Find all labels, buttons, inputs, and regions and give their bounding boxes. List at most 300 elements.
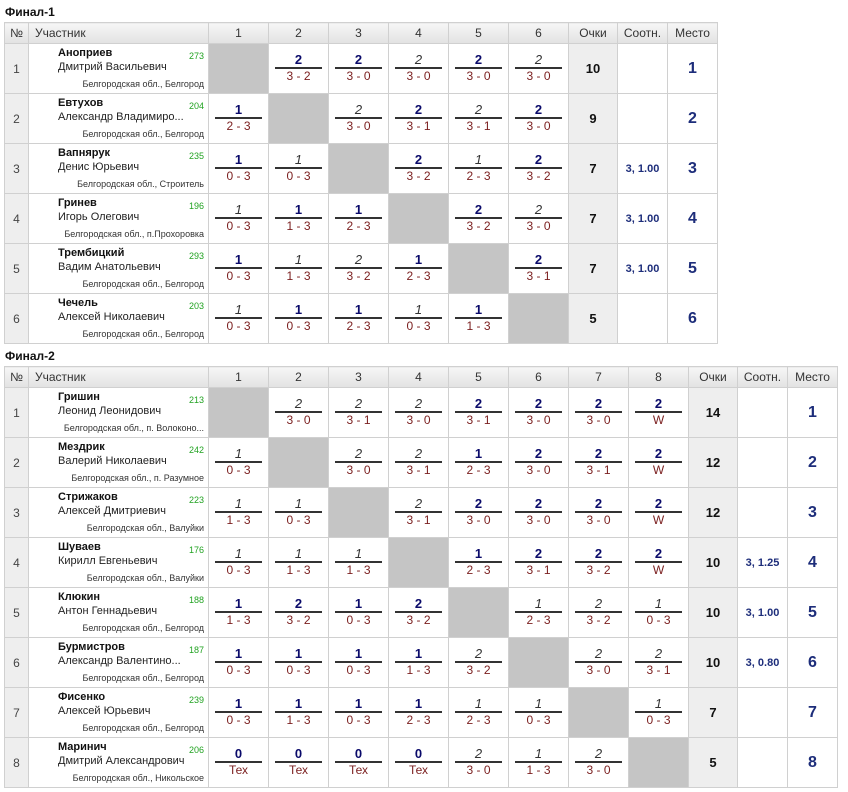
match-result-cell[interactable] [209,688,269,738]
match-score: 2 - 3 [406,713,431,727]
match-score: 3 - 0 [586,763,611,777]
match-score: 0 - 3 [226,269,251,283]
match-points: 1 [234,446,243,461]
match-points: 1 [534,596,543,611]
match-result-cell[interactable] [449,388,509,438]
match-points: 1 [534,696,543,711]
match-points: 2 [654,396,663,411]
match-points: 2 [414,102,423,117]
match-result-cell[interactable] [449,438,509,488]
match-result-cell[interactable] [209,488,269,538]
player-rating: 176 [188,545,204,555]
match-score: 3 - 0 [406,413,431,427]
match-score: 1 - 3 [346,563,371,577]
match-score: 0 - 3 [346,713,371,727]
player-last-name[interactable]: Аноприев [58,47,113,59]
match-points: 2 [534,446,543,461]
column-header-opponent: 5 [449,23,509,44]
player-rating: 187 [188,645,204,655]
self-match-cell [449,588,509,638]
player-rating: 204 [188,101,204,111]
match-points: 1 [534,746,543,761]
match-result-cell[interactable] [329,294,389,344]
column-header-place: Место [668,23,718,44]
match-result-cell[interactable] [569,638,629,688]
table-title-final-1: Финал-1 [5,5,55,19]
player-rating: 293 [188,251,204,261]
match-result-cell[interactable] [509,94,569,144]
match-score: 0 - 3 [226,563,251,577]
table-title-final-2: Финал-2 [5,349,55,363]
player-region: Белгородская обл., п. Разумное [71,473,204,483]
player-first-name: Антон Геннадьевич [58,605,158,617]
match-result-cell[interactable] [509,144,569,194]
match-score: 3 - 0 [586,413,611,427]
match-result-cell[interactable] [629,688,689,738]
match-score: 1 - 3 [466,319,491,333]
match-points: 2 [414,596,423,611]
table-row [5,388,838,438]
match-points: 1 [414,252,423,267]
match-score: 1 - 3 [406,663,431,677]
match-result-cell[interactable] [209,738,269,788]
match-result-cell[interactable] [389,44,449,94]
final-place: 2 [788,438,838,488]
match-points: 2 [594,746,603,761]
match-result-cell[interactable] [209,194,269,244]
match-result-cell[interactable] [389,144,449,194]
match-score: 3 - 1 [346,413,371,427]
match-score: W [652,463,665,477]
match-score: 3 - 0 [346,463,371,477]
column-header-opponent: 6 [509,23,569,44]
table-row [5,144,718,194]
match-points: 2 [474,646,483,661]
match-points: 1 [474,696,483,711]
match-result-cell[interactable] [629,588,689,638]
match-result-cell[interactable] [569,488,629,538]
player-last-name[interactable]: Мездрик [58,441,105,453]
match-result-cell[interactable] [329,638,389,688]
match-points: 1 [474,152,483,167]
column-header-opponent: 3 [329,367,389,388]
match-result-cell[interactable] [209,588,269,638]
match-result-cell[interactable] [329,538,389,588]
match-result-cell[interactable] [509,488,569,538]
header-row [5,367,838,388]
player-rating: 203 [188,301,204,311]
match-result-cell[interactable] [629,638,689,688]
match-result-cell[interactable] [269,538,329,588]
match-points: 2 [534,102,543,117]
match-result-cell[interactable] [329,244,389,294]
match-result-cell[interactable] [329,388,389,438]
header-row [5,23,718,44]
row-number: 6 [5,638,29,688]
match-result-cell[interactable] [269,388,329,438]
tiebreak-ratio: 3, 1.00 [618,244,668,294]
match-result-cell[interactable] [389,738,449,788]
match-score: 3 - 1 [406,463,431,477]
match-score: 0 - 3 [346,663,371,677]
match-result-cell[interactable] [509,588,569,638]
self-match-cell [269,438,329,488]
match-points: 2 [474,52,483,67]
match-score: 3 - 2 [286,69,311,83]
match-result-cell[interactable] [389,588,449,638]
table-row [5,638,838,688]
player-last-name[interactable]: Стрижаков [58,491,118,503]
match-points: 1 [354,546,363,561]
match-result-cell[interactable] [449,144,509,194]
column-header-opponent: 8 [629,367,689,388]
match-result-cell[interactable] [509,438,569,488]
player-cell[interactable] [29,44,209,94]
match-score: 3 - 2 [586,563,611,577]
row-number: 3 [5,488,29,538]
final-place: 6 [668,294,718,344]
total-points: 12 [689,488,738,538]
match-result-cell[interactable] [209,438,269,488]
match-result-cell[interactable] [449,538,509,588]
column-header-opponent: 1 [209,23,269,44]
match-result-cell[interactable] [449,44,509,94]
match-result-cell[interactable] [269,738,329,788]
player-region: Белгородская обл., п.Прохоровка [64,229,204,239]
match-result-cell[interactable] [509,44,569,94]
match-result-cell[interactable] [569,388,629,438]
match-result-cell[interactable] [509,738,569,788]
player-last-name[interactable]: Гринев [58,197,97,209]
match-score: 2 - 3 [466,463,491,477]
self-match-cell [329,144,389,194]
match-result-cell[interactable] [269,294,329,344]
player-cell[interactable] [29,194,209,244]
player-cell[interactable] [29,588,209,638]
match-score: W [652,413,665,427]
player-first-name: Алексей Николаевич [58,311,165,323]
total-points: 7 [569,144,618,194]
match-score: 2 - 3 [226,119,251,133]
self-match-cell [449,244,509,294]
total-points: 14 [689,388,738,438]
match-score: 2 - 3 [466,169,491,183]
match-result-cell[interactable] [269,44,329,94]
match-score: 0 - 3 [346,613,371,627]
player-rating: 242 [188,445,204,455]
row-number: 1 [5,388,29,438]
player-rating: 196 [188,201,204,211]
match-result-cell[interactable] [569,538,629,588]
column-header-ratio: Соотн. [618,23,668,44]
player-last-name[interactable]: Вапнярук [58,147,110,159]
match-points: 1 [354,596,363,611]
match-score: Тех [228,763,249,777]
tiebreak-ratio [618,44,668,94]
match-points: 2 [474,396,483,411]
player-first-name: Дмитрий Александрович [58,755,185,767]
match-score: 3 - 2 [286,613,311,627]
match-points: 2 [534,396,543,411]
match-score: 2 - 3 [466,563,491,577]
self-match-cell [629,738,689,788]
match-score: 1 - 3 [286,713,311,727]
match-result-cell[interactable] [389,94,449,144]
match-points: 1 [234,152,243,167]
player-first-name: Алексей Дмитриевич [58,505,166,517]
player-rating: 239 [188,695,204,705]
tiebreak-ratio [738,738,788,788]
match-result-cell[interactable] [269,194,329,244]
match-points: 1 [474,446,483,461]
match-score: 1 - 3 [286,563,311,577]
match-score: W [652,563,665,577]
match-result-cell[interactable] [329,588,389,638]
match-result-cell[interactable] [389,638,449,688]
table-row [5,438,838,488]
player-cell[interactable] [29,738,209,788]
match-score: 3 - 1 [466,119,491,133]
match-score: 0 - 3 [226,663,251,677]
player-last-name[interactable]: Евтухов [58,97,104,109]
self-match-cell [389,538,449,588]
match-result-cell[interactable] [389,294,449,344]
match-score: 3 - 2 [466,663,491,677]
match-score: 3 - 2 [466,219,491,233]
match-result-cell[interactable] [509,388,569,438]
results-table-final-1 [4,22,718,344]
player-last-name[interactable]: Клюкин [58,591,101,603]
match-result-cell[interactable] [509,538,569,588]
match-result-cell[interactable] [269,244,329,294]
match-points: 1 [354,646,363,661]
match-score: 2 - 3 [346,219,371,233]
player-region: Белгородская обл., Никольское [72,773,204,783]
player-region: Белгородская обл., Валуйки [86,573,204,583]
self-match-cell [389,194,449,244]
player-first-name: Алексей Юрьевич [58,705,151,717]
column-header-points: Очки [689,367,738,388]
match-score: 0 - 3 [286,319,311,333]
player-last-name[interactable]: Маринич [58,741,107,753]
player-cell[interactable] [29,538,209,588]
match-result-cell[interactable] [389,438,449,488]
self-match-cell [329,488,389,538]
match-result-cell[interactable] [449,194,509,244]
match-points: 2 [354,252,363,267]
match-result-cell[interactable] [629,438,689,488]
player-first-name: Вадим Анатольевич [58,261,161,273]
match-points: 1 [234,646,243,661]
player-last-name[interactable]: Гришин [58,391,100,403]
match-result-cell[interactable] [269,688,329,738]
match-points: 2 [594,496,603,511]
column-header-opponent: 7 [569,367,629,388]
total-points: 10 [689,538,738,588]
match-result-cell[interactable] [209,94,269,144]
match-score: 3 - 0 [586,663,611,677]
player-cell[interactable] [29,488,209,538]
match-points: 0 [294,746,303,761]
match-points: 2 [594,446,603,461]
match-result-cell[interactable] [449,688,509,738]
match-result-cell[interactable] [269,488,329,538]
match-score: W [652,513,665,527]
match-score: 0 - 3 [226,219,251,233]
match-result-cell[interactable] [389,488,449,538]
match-result-cell[interactable] [449,638,509,688]
match-result-cell[interactable] [449,94,509,144]
row-number: 5 [5,244,29,294]
player-cell[interactable] [29,638,209,688]
match-result-cell[interactable] [329,688,389,738]
player-first-name: Денис Юрьевич [58,161,140,173]
player-region: Белгородская обл., Белгород [82,79,204,89]
match-score: 1 - 3 [226,513,251,527]
match-score: 3 - 1 [406,513,431,527]
match-score: 0 - 3 [226,319,251,333]
player-first-name: Кирилл Евгеньевич [58,555,158,567]
row-number: 4 [5,538,29,588]
match-score: Тех [348,763,369,777]
match-score: 1 - 3 [286,219,311,233]
match-result-cell[interactable] [569,438,629,488]
table-row [5,44,718,94]
match-result-cell[interactable] [209,294,269,344]
match-result-cell[interactable] [449,488,509,538]
match-result-cell[interactable] [629,538,689,588]
match-score: 1 - 3 [526,763,551,777]
final-place: 1 [668,44,718,94]
player-region: Белгородская обл., п. Волоконо... [63,423,204,433]
match-score: 3 - 0 [526,69,551,83]
player-last-name[interactable]: Бурмистров [58,641,125,653]
final-place: 7 [788,688,838,738]
player-last-name[interactable]: Трембицкий [58,247,125,259]
match-result-cell[interactable] [269,144,329,194]
player-rating: 273 [188,51,204,61]
match-score: 3 - 0 [526,463,551,477]
match-result-cell[interactable] [269,638,329,688]
match-points: 0 [354,746,363,761]
match-score: 3 - 0 [466,513,491,527]
match-score: 3 - 0 [526,413,551,427]
match-score: 0 - 3 [286,513,311,527]
match-points: 1 [414,696,423,711]
player-cell[interactable] [29,94,209,144]
player-rating: 206 [188,745,204,755]
match-result-cell[interactable] [629,388,689,438]
match-score: 3 - 2 [586,613,611,627]
match-result-cell[interactable] [209,144,269,194]
match-points: 2 [654,446,663,461]
self-match-cell [509,638,569,688]
player-cell[interactable] [29,388,209,438]
match-points: 1 [354,302,363,317]
match-points: 2 [414,396,423,411]
match-points: 2 [354,102,363,117]
match-score: 0 - 3 [226,713,251,727]
player-cell[interactable] [29,438,209,488]
tiebreak-ratio: 3, 1.00 [618,144,668,194]
self-match-cell [269,94,329,144]
row-number: 4 [5,194,29,244]
row-number: 6 [5,294,29,344]
match-result-cell[interactable] [329,738,389,788]
table-row [5,588,838,638]
match-points: 2 [534,496,543,511]
match-points: 2 [414,52,423,67]
match-result-cell[interactable] [629,488,689,538]
match-result-cell[interactable] [329,194,389,244]
match-score: 2 - 3 [406,269,431,283]
match-result-cell[interactable] [209,538,269,588]
player-last-name[interactable]: Шуваев [58,541,101,553]
match-points: 1 [234,202,243,217]
match-score: 3 - 0 [586,513,611,527]
player-cell[interactable] [29,688,209,738]
match-result-cell[interactable] [509,688,569,738]
tiebreak-ratio [618,294,668,344]
match-result-cell[interactable] [569,588,629,638]
match-score: 1 - 3 [226,613,251,627]
match-result-cell[interactable] [329,438,389,488]
match-points: 2 [294,52,303,67]
match-result-cell[interactable] [209,244,269,294]
match-points: 2 [594,596,603,611]
player-region: Белгородская обл., Белгород [82,623,204,633]
match-result-cell[interactable] [449,738,509,788]
player-last-name[interactable]: Чечель [58,297,98,309]
match-result-cell[interactable] [509,194,569,244]
match-points: 2 [594,396,603,411]
player-rating: 223 [188,495,204,505]
match-score: 3 - 0 [526,219,551,233]
player-cell[interactable] [29,244,209,294]
match-result-cell[interactable] [389,388,449,438]
match-result-cell[interactable] [329,44,389,94]
match-points: 1 [234,596,243,611]
match-result-cell[interactable] [329,94,389,144]
match-result-cell[interactable] [209,638,269,688]
player-last-name[interactable]: Фисенко [58,691,106,703]
final-place: 6 [788,638,838,688]
match-points: 1 [234,696,243,711]
tiebreak-ratio [738,488,788,538]
player-first-name: Валерий Николаевич [58,455,167,467]
match-result-cell[interactable] [269,588,329,638]
player-cell[interactable] [29,144,209,194]
match-result-cell[interactable] [389,244,449,294]
row-number: 5 [5,588,29,638]
column-header-place: Место [788,367,838,388]
column-header-number: № [5,367,29,388]
table-row [5,194,718,244]
tiebreak-ratio: 3, 1.00 [738,588,788,638]
match-points: 2 [534,546,543,561]
tiebreak-ratio: 3, 1.25 [738,538,788,588]
match-result-cell[interactable] [389,688,449,738]
match-result-cell[interactable] [449,294,509,344]
total-points: 10 [689,588,738,638]
table-row [5,94,718,144]
match-score: 3 - 1 [586,463,611,477]
player-cell[interactable] [29,294,209,344]
match-result-cell[interactable] [509,244,569,294]
match-score: 3 - 1 [646,663,671,677]
match-result-cell[interactable] [569,738,629,788]
total-points: 12 [689,438,738,488]
